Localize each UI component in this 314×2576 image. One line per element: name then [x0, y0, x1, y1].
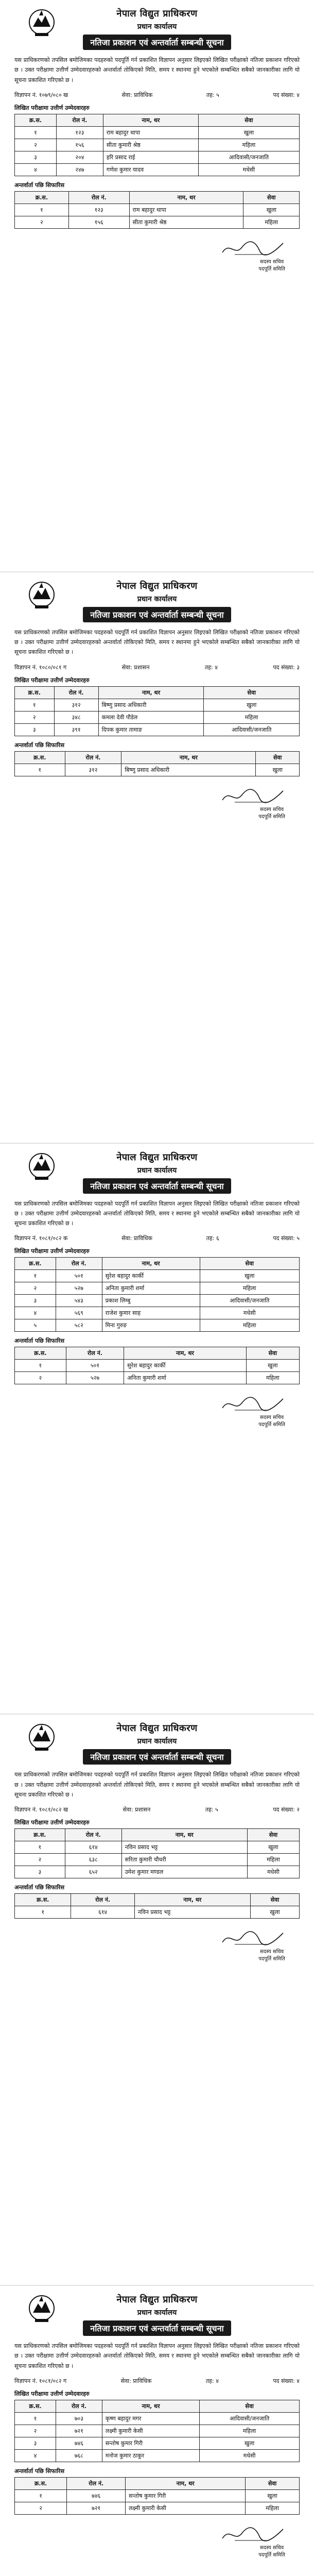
- table-row: [15, 1282, 300, 1295]
- selected-title: अन्तर्वार्ता पछि सिफारिस: [14, 1884, 65, 1891]
- cell-name: हरि प्रसाद राई: [103, 151, 198, 163]
- cell-quota: महिला: [198, 139, 299, 151]
- table-row: [15, 1372, 300, 1384]
- col-quota: सेवा: [243, 191, 300, 204]
- col-quota: सेवा: [256, 751, 300, 764]
- col-sn: क्र.स.: [15, 1258, 56, 1270]
- cell-name: दिपक कुमार तामाङ: [98, 723, 204, 736]
- cell-name: सीता कुमारी श्रेष्ठ: [129, 216, 243, 228]
- cell-quota: आदिवासी/जनजाति: [200, 2412, 300, 2425]
- cell-quota: महिला: [200, 1282, 300, 1295]
- cell-sn: १: [15, 1270, 56, 1282]
- signatory-title: सदस्य सचिव: [260, 1415, 284, 1421]
- col-quota: सेवा: [200, 2400, 300, 2412]
- cell-roll: १५६: [56, 139, 103, 151]
- cell-sn: ४: [15, 1307, 56, 1319]
- signatory: [258, 1414, 285, 1429]
- cell-roll: १२३: [56, 126, 103, 139]
- selected-title: अन्तर्वार्ता पछि सिफारिस: [14, 2467, 65, 2475]
- ad-meta: [14, 1806, 300, 1814]
- cell-name: मनोज कुमार ठाकुर: [102, 2449, 199, 2462]
- col-name: नाम, थर: [134, 1894, 250, 1906]
- signatory-committee: पदपूर्ति समिति: [258, 814, 285, 820]
- cell-quota: महिला: [247, 1854, 299, 1866]
- col-name: नाम, थर: [129, 191, 243, 204]
- ad-seats: पद संख्या: ५: [273, 1235, 300, 1242]
- cell-name: कमला देवी पौडेल: [98, 711, 204, 723]
- cell-name: मिना गुरुङ: [102, 1319, 200, 1332]
- notice-header: [14, 1722, 300, 1765]
- cell-name: बिष्णु प्रसाद अधिकारी: [121, 764, 256, 776]
- table-row: [15, 2449, 300, 2462]
- cell-name: सन्तोष कुमार गिरी: [126, 2489, 246, 2502]
- signature-block: [14, 1394, 294, 1428]
- col-quota: सेवा: [247, 1829, 299, 1841]
- col-roll: रोल नं.: [56, 114, 103, 126]
- cell-roll: ५२७: [66, 1372, 124, 1384]
- signature-mark: [219, 238, 286, 259]
- office-name: प्रधान कार्यालय: [137, 595, 177, 603]
- col-name: नाम, थर: [98, 686, 204, 699]
- cell-sn: १: [15, 1841, 65, 1854]
- ad-seats: पद संख्या: ४: [273, 91, 300, 98]
- cell-roll: ५४३: [56, 1295, 102, 1307]
- cell-quota: महिला: [200, 2425, 300, 2437]
- table-row: [15, 1906, 300, 1919]
- cell-roll: ३१२: [65, 764, 121, 776]
- col-name: नाम, थर: [103, 114, 198, 126]
- cell-sn: २: [15, 2425, 56, 2437]
- col-quota: सेवा: [246, 1347, 299, 1360]
- col-sn: क्र.स.: [15, 2477, 67, 2489]
- cell-quota: महिला: [246, 2502, 300, 2514]
- ad-number: विज्ञापन नं. १०८१/०८२ ख: [14, 1806, 68, 1814]
- cell-name: सुरेश बहादुर कार्की: [124, 1360, 246, 1372]
- passed-title: लिखित परीक्षामा उत्तीर्ण उम्मेदवारहरु: [14, 1248, 90, 1255]
- col-quota: सेवा: [198, 114, 299, 126]
- notice-header: [14, 580, 300, 622]
- cell-sn: १: [15, 126, 57, 139]
- notice-title: नतिजा प्रकाशन एवं अन्तर्वार्ता सम्बन्धी सूचना: [83, 607, 231, 622]
- org-name: नेपाल विद्युत प्राधिकरण: [116, 1151, 198, 1163]
- signatory-committee: पदपूर्ति समिति: [258, 1956, 285, 1962]
- cell-roll: ६१४: [71, 1906, 134, 1919]
- notice-intro: यस प्राधिकरणको तपसिल बमोजिमका पदहरुको पदपूर्ति गर्न प्रकाशित विज्ञापन अनुसार लिइएको लिखित परीक्षाको नतिजा प्रकाशन गरिएको छ । उक्त परीक्षामा उत्तीर्ण उम्मेदवारहरुको अन्तर्वार्ता तोकिएको मिति, समय र स्थानमा हुने भएकोले सम्बन्धित सबैको जानकारीका लागि यो सूचना प्रकाशित गरिएको छ ।: [14, 629, 300, 656]
- table-row: [15, 723, 300, 736]
- cell-roll: ६१४: [65, 1841, 121, 1854]
- passed-table: [14, 114, 300, 176]
- cell-quota: खुला: [204, 699, 300, 711]
- col-sn: क्र.स.: [15, 686, 55, 699]
- table-row: [15, 1295, 300, 1307]
- cell-roll: ५०१: [66, 1360, 124, 1372]
- col-roll: रोल नं.: [54, 686, 98, 699]
- cell-quota: खुला: [246, 1360, 299, 1372]
- cell-sn: ३: [15, 151, 57, 163]
- cell-quota: खुला: [200, 2437, 300, 2449]
- table-row: [15, 1866, 300, 1878]
- cell-quota: खुला: [256, 764, 300, 776]
- ad-level: तह: ६: [206, 1235, 219, 1242]
- cell-quota: खुला: [198, 126, 299, 139]
- col-roll: रोल नं.: [56, 1258, 102, 1270]
- signatory-committee: पदपूर्ति समिति: [258, 266, 285, 272]
- cell-quota: मधेसी: [198, 163, 299, 176]
- cell-name: अनिता कुमारी शर्मा: [124, 1372, 246, 1384]
- cell-quota: मधेसी: [247, 1866, 299, 1878]
- signatory: [258, 806, 285, 821]
- table-row: [15, 1854, 300, 1866]
- col-sn: क्र.स.: [15, 1829, 65, 1841]
- cell-roll: ७०३: [56, 2412, 102, 2425]
- notice-sheet: [0, 1143, 314, 1714]
- col-roll: रोल नं.: [68, 191, 129, 204]
- cell-sn: ४: [15, 2449, 56, 2462]
- table-row: [15, 163, 300, 176]
- signatory-title: सदस्य सचिव: [260, 1949, 284, 1955]
- cell-roll: ७४६: [56, 2437, 102, 2449]
- cell-name: राम बहादुर थापा: [129, 204, 243, 216]
- cell-sn: १: [15, 2489, 67, 2502]
- signature-mark: [219, 1928, 286, 1948]
- notice-title: नतिजा प्रकाशन एवं अन्तर्वार्ता सम्बन्धी सूचना: [83, 1749, 231, 1765]
- cell-name: उमेश कुमार मण्डल: [121, 1866, 247, 1878]
- ad-level: तह: ५: [206, 91, 219, 98]
- selected-table: [14, 191, 300, 229]
- signatory-committee: पदपूर्ति समिति: [258, 2552, 285, 2558]
- cell-sn: २: [15, 1372, 66, 1384]
- cell-quota: मधेसी: [200, 2449, 300, 2462]
- ad-seats: पद संख्या: ४: [273, 2377, 300, 2384]
- cell-roll: ५८२: [56, 1319, 102, 1332]
- notice-intro: यस प्राधिकरणको तपसिल बमोजिमका पदहरुको पदपूर्ति गर्न प्रकाशित विज्ञापन अनुसार लिइएको लिखित परीक्षाको नतिजा प्रकाशन गरिएको छ । उक्त परीक्षामा उत्तीर्ण उम्मेदवारहरुको अन्तर्वार्ता तोकिएको मिति, समय र स्थानमा हुने भएकोले सम्बन्धित सबैको जानकारीका लागि यो सूचना प्रकाशित गरिएको छ ।: [14, 2343, 300, 2369]
- signatory-title: सदस्य सचिव: [260, 806, 284, 812]
- cell-sn: ५: [15, 1319, 56, 1332]
- signatory: [258, 1948, 285, 1963]
- office-name: प्रधान कार्यालय: [137, 23, 177, 31]
- cell-roll: ६५२: [65, 1866, 121, 1878]
- cell-quota: खुला: [246, 2489, 300, 2502]
- col-quota: सेवा: [204, 686, 300, 699]
- cell-sn: २: [15, 1282, 56, 1295]
- cell-sn: १: [15, 1360, 66, 1372]
- col-roll: रोल नं.: [65, 751, 121, 764]
- signatory-committee: पदपूर्ति समिति: [258, 1422, 285, 1428]
- cell-roll: ७४६: [67, 2489, 126, 2502]
- table-row: [15, 1360, 300, 1372]
- org-name: नेपाल विद्युत प्राधिकरण: [116, 1723, 198, 1734]
- cell-roll: ५६९: [56, 1307, 102, 1319]
- signature-block: [14, 1928, 294, 1962]
- nea-logo-icon: [28, 581, 56, 611]
- cell-name: सन्तोष कुमार गिरी: [102, 2437, 199, 2449]
- selected-title: अन्तर्वार्ता पछि सिफारिस: [14, 181, 65, 189]
- col-roll: रोल नं.: [67, 2477, 126, 2489]
- cell-roll: ५२७: [56, 1282, 102, 1295]
- ad-meta: [14, 664, 300, 671]
- cell-quota: महिला: [246, 1372, 299, 1384]
- col-name: नाम, थर: [124, 1347, 246, 1360]
- table-row: [15, 1270, 300, 1282]
- cell-sn: ४: [15, 163, 57, 176]
- cell-roll: २०४: [56, 151, 103, 163]
- passed-title: लिखित परीक्षामा उत्तीर्ण उम्मेदवारहरु: [14, 104, 90, 111]
- cell-quota: आदिवासी/जनजाति: [198, 151, 299, 163]
- nea-logo-icon: [28, 1723, 56, 1753]
- nea-logo-icon: [28, 1152, 56, 1182]
- ad-level: तह: ४: [205, 2377, 219, 2384]
- col-quota: सेवा: [246, 2477, 300, 2489]
- cell-quota: खुला: [251, 1906, 300, 1919]
- col-sn: क्र.स.: [15, 751, 65, 764]
- table-row: [15, 139, 300, 151]
- cell-quota: खुला: [200, 1270, 300, 1282]
- table-row: [15, 2502, 300, 2514]
- passed-title: लिखित परीक्षामा उत्तीर्ण उम्मेदवारहरु: [14, 1819, 90, 1826]
- cell-name: नविन प्रसाद भट्ट: [121, 1841, 247, 1854]
- col-name: नाम, थर: [102, 1258, 200, 1270]
- notice-sheet: [0, 1714, 314, 2285]
- cell-roll: २४७: [56, 163, 103, 176]
- ad-group: सेवा: प्राविधिक: [120, 2377, 152, 2384]
- cell-sn: २: [15, 139, 57, 151]
- notice-sheet: [0, 2285, 314, 2576]
- notice-intro: यस प्राधिकरणको तपसिल बमोजिमका पदहरुको पदपूर्ति गर्न प्रकाशित विज्ञापन अनुसार लिइएको लिखित परीक्षाको नतिजा प्रकाशन गरिएको छ । उक्त परीक्षामा उत्तीर्ण उम्मेदवारहरुको अन्तर्वार्ता तोकिएको मिति, समय र स्थानमा हुने भएकोले सम्बन्धित सबैको जानकारीका लागि यो सूचना प्रकाशित गरिएको छ ।: [14, 1771, 300, 1798]
- cell-name: बिष्णु प्रसाद अधिकारी: [98, 699, 204, 711]
- notice-intro: यस प्राधिकरणको तपसिल बमोजिमका पदहरुको पदपूर्ति गर्न प्रकाशित विज्ञापन अनुसार लिइएको लिखित परीक्षाको नतिजा प्रकाशन गरिएको छ । उक्त परीक्षामा उत्तीर्ण उम्मेदवारहरुको अन्तर्वार्ता तोकिएको मिति, समय र स्थानमा हुने भएकोले सम्बन्धित सबैको जानकारीका लागि यो सूचना प्रकाशित गरिएको छ ।: [14, 57, 300, 83]
- col-sn: क्र.स.: [15, 2400, 56, 2412]
- office-name: प्रधान कार्यालय: [137, 1737, 177, 1746]
- col-name: नाम, थर: [102, 2400, 199, 2412]
- cell-sn: २: [15, 2502, 67, 2514]
- signatory-title: सदस्य सचिव: [260, 2545, 284, 2551]
- cell-sn: १: [15, 204, 69, 216]
- cell-quota: खुला: [243, 204, 300, 216]
- col-quota: सेवा: [200, 1258, 300, 1270]
- cell-name: सुरेश बहादुर कार्की: [102, 1270, 200, 1282]
- selected-table: [14, 1893, 300, 1919]
- cell-name: कृष्ण बहादुर मगर: [102, 2412, 199, 2425]
- cell-name: गणेश कुमार यादव: [103, 163, 198, 176]
- ad-group: सेवा: प्राविधिक: [121, 91, 153, 98]
- notice-title: नतिजा प्रकाशन एवं अन्तर्वार्ता सम्बन्धी सूचना: [83, 2320, 231, 2336]
- cell-roll: ७२१: [56, 2425, 102, 2437]
- cell-name: लक्ष्मी कुमारी केसी: [102, 2425, 199, 2437]
- cell-sn: १: [15, 699, 55, 711]
- cell-name: सरिता कुमारी चौधरी: [121, 1854, 247, 1866]
- col-roll: रोल नं.: [71, 1894, 134, 1906]
- table-row: [15, 2437, 300, 2449]
- col-name: नाम, थर: [126, 2477, 246, 2489]
- cell-name: राजेश कुमार साह: [102, 1307, 200, 1319]
- cell-roll: ३४८: [54, 711, 98, 723]
- passed-table: [14, 2400, 300, 2462]
- cell-name: सीता कुमारी श्रेष्ठ: [103, 139, 198, 151]
- cell-name: राम बहादुर थापा: [103, 126, 198, 139]
- cell-roll: ७२१: [67, 2502, 126, 2514]
- signatory-title: सदस्य सचिव: [260, 259, 284, 265]
- cell-quota: मधेसी: [200, 1307, 300, 1319]
- table-row: [15, 764, 300, 776]
- ad-number: विज्ञापन नं. १०८१/०८२ क: [14, 1235, 68, 1242]
- table-row: [15, 151, 300, 163]
- ad-meta: [14, 1234, 300, 1242]
- cell-roll: ५०१: [56, 1270, 102, 1282]
- notice-header: [14, 1151, 300, 1194]
- org-name: नेपाल विद्युत प्राधिकरण: [116, 580, 198, 591]
- passed-table: [14, 1828, 300, 1878]
- notice-title: नतिजा प्रकाशन एवं अन्तर्वार्ता सम्बन्धी सूचना: [83, 1178, 231, 1194]
- nea-logo-icon: [28, 2294, 56, 2324]
- cell-sn: १: [15, 1906, 71, 1919]
- signatory: [258, 259, 285, 273]
- cell-sn: ३: [15, 723, 55, 736]
- cell-roll: ३९१: [54, 723, 98, 736]
- table-row: [15, 2412, 300, 2425]
- table-row: [15, 1841, 300, 1854]
- notice-header: [14, 2293, 300, 2336]
- office-name: प्रधान कार्यालय: [137, 2309, 177, 2317]
- col-roll: रोल नं.: [56, 2400, 102, 2412]
- table-row: [15, 1307, 300, 1319]
- notice-sheet: [0, 571, 314, 1143]
- cell-quota: खुला: [247, 1841, 299, 1854]
- table-row: [15, 1319, 300, 1332]
- cell-quota: महिला: [204, 711, 300, 723]
- org-name: नेपाल विद्युत प्राधिकरण: [116, 2294, 198, 2306]
- table-row: [15, 2425, 300, 2437]
- ad-level: तह: ४: [204, 664, 218, 671]
- signature-mark: [219, 2524, 286, 2545]
- cell-sn: १: [15, 764, 65, 776]
- col-sn: क्र.स.: [15, 114, 57, 126]
- col-sn: क्र.स.: [15, 1894, 71, 1906]
- signatory: [258, 2545, 285, 2559]
- cell-name: अनिता कुमारी शर्मा: [102, 1282, 200, 1295]
- signature-mark: [219, 786, 286, 806]
- cell-roll: १२३: [68, 204, 129, 216]
- cell-sn: २: [15, 1854, 65, 1866]
- passed-table: [14, 1257, 300, 1332]
- office-name: प्रधान कार्यालय: [137, 1166, 177, 1175]
- cell-sn: ३: [15, 1866, 65, 1878]
- notice-title: नतिजा प्रकाशन एवं अन्तर्वार्ता सम्बन्धी सूचना: [83, 35, 231, 50]
- signature-block: [14, 238, 294, 272]
- passed-title: लिखित परीक्षामा उत्तीर्ण उम्मेदवारहरु: [14, 676, 90, 684]
- org-name: नेपाल विद्युत प्राधिकरण: [116, 8, 198, 19]
- notice-sheet: [0, 0, 314, 571]
- table-row: [15, 216, 300, 228]
- col-roll: रोल नं.: [66, 1347, 124, 1360]
- selected-table: [14, 751, 300, 776]
- cell-quota: आदिवासी/जनजाति: [200, 1295, 300, 1307]
- table-row: [15, 2489, 300, 2502]
- cell-roll: ३१२: [54, 699, 98, 711]
- ad-seats: पद संख्या: ३: [273, 664, 300, 671]
- ad-meta: [14, 91, 300, 99]
- col-name: नाम, थर: [121, 1829, 247, 1841]
- passed-title: लिखित परीक्षामा उत्तीर्ण उम्मेदवारहरु: [14, 2390, 90, 2397]
- table-row: [15, 126, 300, 139]
- cell-sn: ३: [15, 2437, 56, 2449]
- col-name: नाम, थर: [121, 751, 256, 764]
- signature-block: [14, 786, 294, 820]
- cell-roll: ६३८: [65, 1854, 121, 1866]
- cell-name: लक्ष्मी कुमारी केसी: [126, 2502, 246, 2514]
- cell-name: नविन प्रसाद भट्ट: [134, 1906, 250, 1919]
- selected-title: अन्तर्वार्ता पछि सिफारिस: [14, 1337, 65, 1345]
- cell-quota: आदिवासी/जनजाति: [204, 723, 300, 736]
- ad-group: सेवा: प्रशासन: [121, 664, 150, 671]
- cell-sn: २: [15, 711, 55, 723]
- ad-group: सेवा: प्राविधिक: [121, 1235, 152, 1242]
- notice-intro: यस प्राधिकरणको तपसिल बमोजिमका पदहरुको पदपूर्ति गर्न प्रकाशित विज्ञापन अनुसार लिइएको लिखित परीक्षाको नतिजा प्रकाशन गरिएको छ । उक्त परीक्षामा उत्तीर्ण उम्मेदवारहरुको अन्तर्वार्ता तोकिएको मिति, समय र स्थानमा हुने भएकोले सम्बन्धित सबैको जानकारीका लागि यो सूचना प्रकाशित गरिएको छ ।: [14, 1200, 300, 1227]
- ad-seats: पद संख्या: २: [273, 1806, 300, 1814]
- notice-header: [14, 7, 300, 50]
- col-sn: क्र.स.: [15, 191, 69, 204]
- cell-sn: २: [15, 216, 69, 228]
- cell-name: प्रकाश लिम्बु: [102, 1295, 200, 1307]
- cell-roll: १५६: [68, 216, 129, 228]
- table-row: [15, 711, 300, 723]
- cell-sn: ३: [15, 1295, 56, 1307]
- table-row: [15, 699, 300, 711]
- col-sn: क्र.स.: [15, 1347, 66, 1360]
- ad-number: विज्ञापन नं. १०८०/०८१ ग: [14, 664, 67, 671]
- signature-block: [14, 2524, 294, 2558]
- selected-table: [14, 1347, 300, 1384]
- nea-logo-icon: [28, 8, 56, 38]
- col-quota: सेवा: [251, 1894, 300, 1906]
- col-roll: रोल नं.: [65, 1829, 121, 1841]
- ad-group: सेवा: प्रशासन: [123, 1806, 151, 1814]
- ad-number: विज्ञापन नं. १०८१/०८२ ग: [14, 2377, 67, 2384]
- cell-roll: ७६८: [56, 2449, 102, 2462]
- cell-quota: महिला: [243, 216, 300, 228]
- selected-table: [14, 2477, 300, 2515]
- ad-number: विज्ञापन नं. १०७९/०८० ख: [14, 91, 68, 98]
- ad-meta: [14, 2377, 300, 2385]
- table-row: [15, 204, 300, 216]
- selected-title: अन्तर्वार्ता पछि सिफारिस: [14, 741, 65, 749]
- cell-sn: १: [15, 2412, 56, 2425]
- ad-level: तह: ५: [205, 1806, 218, 1814]
- cell-quota: महिला: [200, 1319, 300, 1332]
- passed-table: [14, 686, 300, 736]
- signature-mark: [219, 1394, 286, 1414]
